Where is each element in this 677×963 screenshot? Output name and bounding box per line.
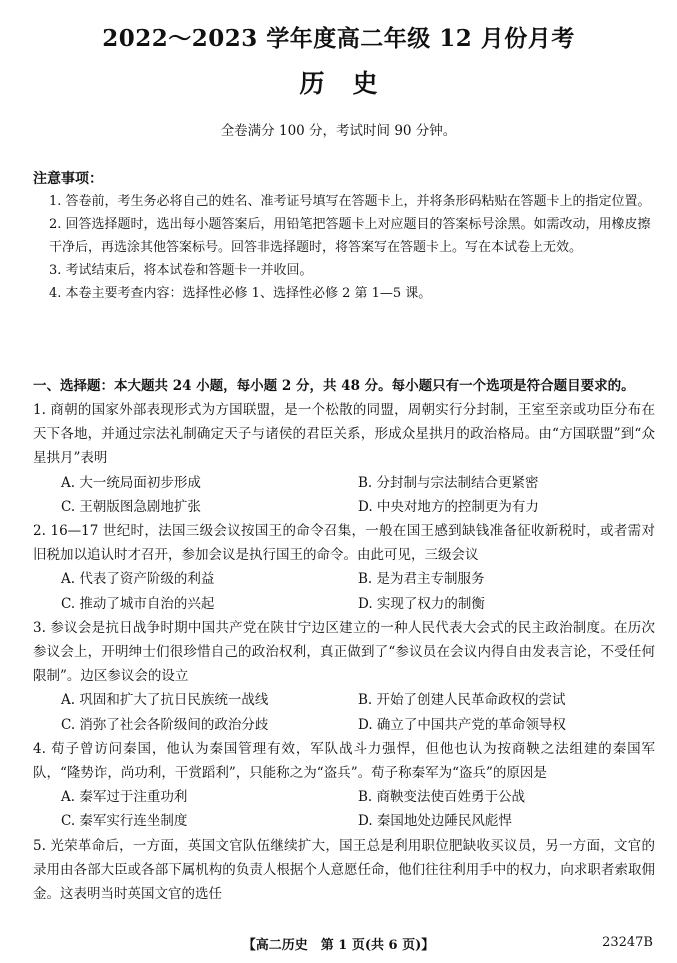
option-a: A. 代表了资产阶级的利益 [61,571,215,588]
question-4 [33,737,655,834]
question-options [33,785,655,833]
option-a: A. 巩固和扩大了抗日民族统一战线 [61,692,269,709]
question-stem: 1. 商朝的国家外部表现形式为方国联盟，是一个松散的同盟，周朝实行分封制，王室至亲或功臣分布在天下各地，并通过宗法礼制确定天子与诸侯的君臣关系，形成众星拱月的政治格局。由“方国联盟”到“众星拱月”表明 [33,402,655,467]
question-list [33,398,655,906]
option-b: B. 是为君主专制服务 [358,571,485,588]
question-stem: 2. 16—17 世纪时，法国三级会议按国王的命令召集，一般在国王感到缺钱准备征收新税时，或者需对旧税加以追认时才召开，参加会议是执行国王的命令。由此可见，三级会议 [33,523,655,564]
note-item: 4. 本卷主要考查内容：选择性必修 1、选择性必修 2 第 1—5 课。 [49,286,432,301]
question-options [33,471,655,519]
option-a: A. 秦军过于注重功利 [61,789,188,806]
option-c: C. 王朝版图急剧地扩张 [61,498,201,515]
option-d: D. 实现了权力的制衡 [358,595,485,612]
question-1 [33,398,655,519]
exam-info: 全卷满分 100 分，考试时间 90 分钟。 [220,123,457,139]
question-stem: 5. 光荣革命后，一方面，英国文官队伍继续扩大，国王总是利用职位肥缺收买议员，另一方面，文官的录用由各部大臣或各部下属机构的负责人根据个人意愿任命，他们往往利用手中的权力，向求职者索取佣金。这表明当时英国文官的选任 [33,837,655,903]
question-stem: 4. 荀子曾访问秦国，他认为秦国管理有效，军队战斗力强悍，但他也认为按商鞅之法组建的秦国军队，“隆势诈，尚功利，干赏蹈利”，只能称之为“盗兵”。荀子称秦军为“盗兵”的原因是 [33,740,655,782]
note-item: 1. 答卷前，考生务必将自己的姓名、准考证号填写在答题卡上，并将条形码粘贴在答题卡上的指定位置。 [49,194,651,209]
question-5 [33,834,655,907]
subject-title: 历史 [299,69,406,98]
question-options [33,688,655,736]
option-a: A. 大一统局面初步形成 [61,474,201,491]
note-item: 3. 考试结束后，将本试卷和答题卡一并收回。 [49,263,313,278]
option-d: D. 中央对地方的控制更为有力 [358,498,539,515]
question-3 [33,616,655,737]
notes-heading: 注意事项： [33,171,103,187]
option-d: D. 确立了中国共产党的革命领导权 [358,716,566,733]
option-c: C. 秦军实行连坐制度 [61,813,188,830]
section-heading: 一、选择题：本大题共 24 小题，每小题 2 分，共 48 分。每小题只有一个选项是符合题目要求的。 [33,378,635,394]
exam-code: 23247B [602,935,653,950]
exam-title: 2022～2023 学年度高二年级 12 月份月考 [102,25,575,52]
option-c: C. 消弥了社会各阶级间的政治分歧 [61,716,269,733]
question-2 [33,519,655,616]
option-b: B. 分封制与宗法制结合更紧密 [358,474,539,491]
note-item: 2. 回答选择题时，选出每小题答案后，用铅笔把答题卡上对应题目的答案标号涂黑。如需改动，用橡皮擦干净后，再选涂其他答案标号。回答非选择题时，将答案写在答题卡上。写在本试卷上无效。 [49,217,651,255]
notes-list [49,190,659,305]
page-footer: 【高二历史 第 1 页(共 6 页)】 [242,938,435,953]
option-b: B. 开始了创建人民革命政权的尝试 [358,692,566,709]
question-stem: 3. 参议会是抗日战争时期中国共产党在陕甘宁边区建立的一种人民代表大会式的民主政治制度。在历次参议会上，开明绅士们很珍惜自己的政治权利，真正做到了“参议员在会议内得自由发表言论，不受任何限制”。边区参议会的设立 [33,619,655,685]
question-options [33,567,655,615]
option-c: C. 推动了城市自治的兴起 [61,595,215,612]
option-d: D. 秦国地处边陲民风彪悍 [358,813,512,830]
option-b: B. 商鞅变法使百姓勇于公战 [358,789,526,806]
